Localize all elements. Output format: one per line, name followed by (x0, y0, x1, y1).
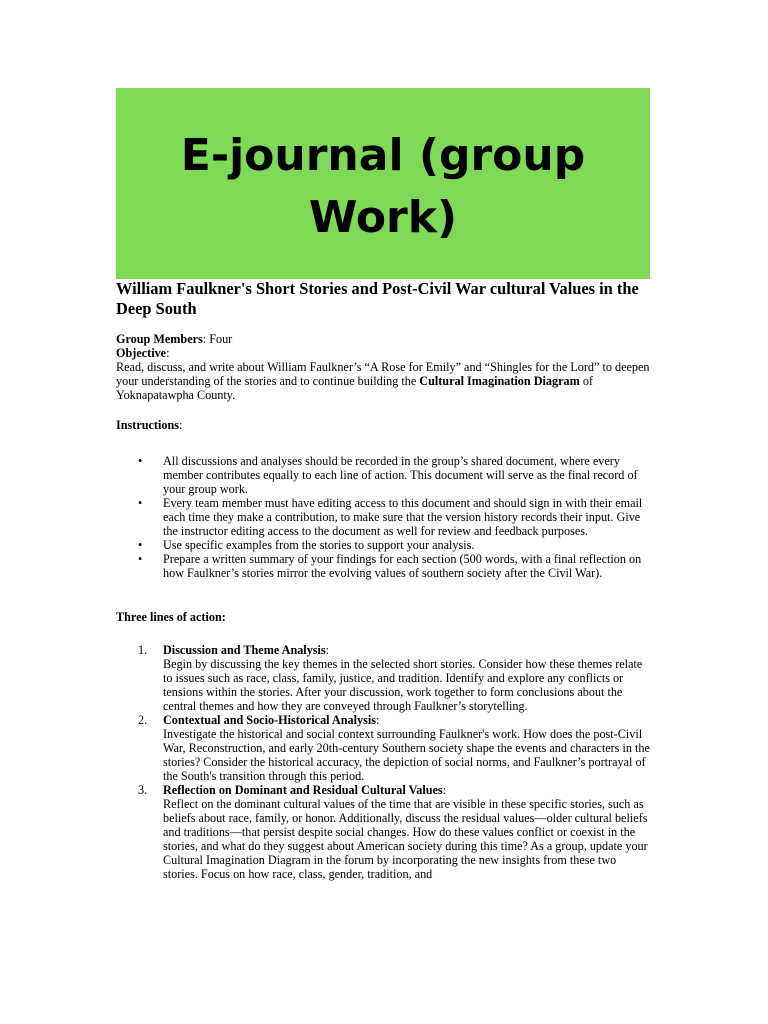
objective-colon: : (166, 346, 170, 360)
lines-list (116, 643, 652, 881)
item-title: Reflection on Dominant and Residual Cultural Values (163, 783, 443, 797)
item-title: Contextual and Socio-Historical Analysis (163, 713, 376, 727)
objective-label: Objective (116, 346, 167, 360)
title-banner (116, 88, 650, 279)
item-colon: : (325, 643, 330, 657)
lines-heading-text: Three lines of action: (116, 610, 226, 624)
item-text: Reflect on the dominant cultural values of the time that are visible in these specific stories, such as beliefs about race, family, or honor. Additionally, discuss the residual values—older cultural beliefs and traditions—that persist despite social changes. How do these values conflict or coexist in the stories, and what do they suggest about American society during this time? As a group, update your Cultural Imagination Diagram in the forum by incorporating the new insights from these two stories. Focus on how race, class, gender, tradition, and (163, 797, 648, 881)
item-text: Investigate the historical and social context surrounding Faulkner's work. How does the post-Civil War, Reconstruction, and early 20th-century Southern society shape the events and characters in the stories? Consider the historical accuracy, the depiction of social norms, and Faulkner’s portrayal of the South's transition through this period. (163, 727, 650, 783)
instructions-list (116, 454, 652, 580)
lines-heading (116, 610, 652, 624)
list-item: • Every team member must have editing access to this document and should sign in with their email each time they make a contribution, to make sure that the version history records their input. Give the instructor editing access to the document as well for review and feedback purposes. (163, 496, 652, 538)
objective-text (116, 360, 652, 402)
objective-text-before: Read, discuss, and write about William Faulkner’s “A Rose for Emily” and “Shingles for the Lord” to deepen your understanding of the stories and to continue building the (116, 360, 650, 388)
item-title: Discussion and Theme Analysis (163, 643, 326, 657)
instructions-heading (116, 418, 652, 432)
item-text: Begin by discussing the key themes in the selected short stories. Consider how these themes relate to issues such as race, class, family, justice, and tradition. Identify and explore any conflicts or tensions within the stories. After your discussion, work together to form conclusions about the central themes and how they are conveyed through Faulkner’s storytelling. (163, 657, 643, 713)
objective-text-after: of Yoknapatawpha County. (116, 374, 593, 402)
instructions-colon: : (178, 418, 183, 432)
document-body (116, 279, 652, 881)
item-colon: : (442, 783, 447, 797)
item-number: 1. (138, 643, 148, 657)
group-members-value: : Four (202, 332, 233, 346)
list-item: • Use specific examples from the stories to support your analysis. (163, 538, 652, 552)
instructions-label: Instructions (116, 418, 179, 432)
item-number: 3. (138, 783, 148, 797)
group-members-line (116, 332, 652, 346)
item-number: 2. (138, 713, 148, 727)
list-item (138, 783, 652, 881)
list-item: • All discussions and analyses should be recorded in the group’s shared document, where every member contributes equally to each line of action. This document will serve as the final record of your group work. (163, 454, 652, 496)
group-members-label: Group Members (116, 332, 203, 346)
list-item (138, 643, 652, 713)
document-title: William Faulkner's Short Stories and Post-Civil War cultural Values in the Deep South (116, 279, 639, 318)
item-colon: : (375, 713, 380, 727)
list-item: • Prepare a written summary of your findings for each section (500 words, with a final reflection on how Faulkner’s stories mirror the evolving values of southern society after the Civil War). (163, 552, 652, 580)
objective-heading (116, 346, 652, 360)
objective-bold: Cultural Imagination Diagram (419, 374, 580, 388)
list-item (138, 713, 652, 783)
banner-title: E-journal (group Work) (180, 129, 586, 243)
